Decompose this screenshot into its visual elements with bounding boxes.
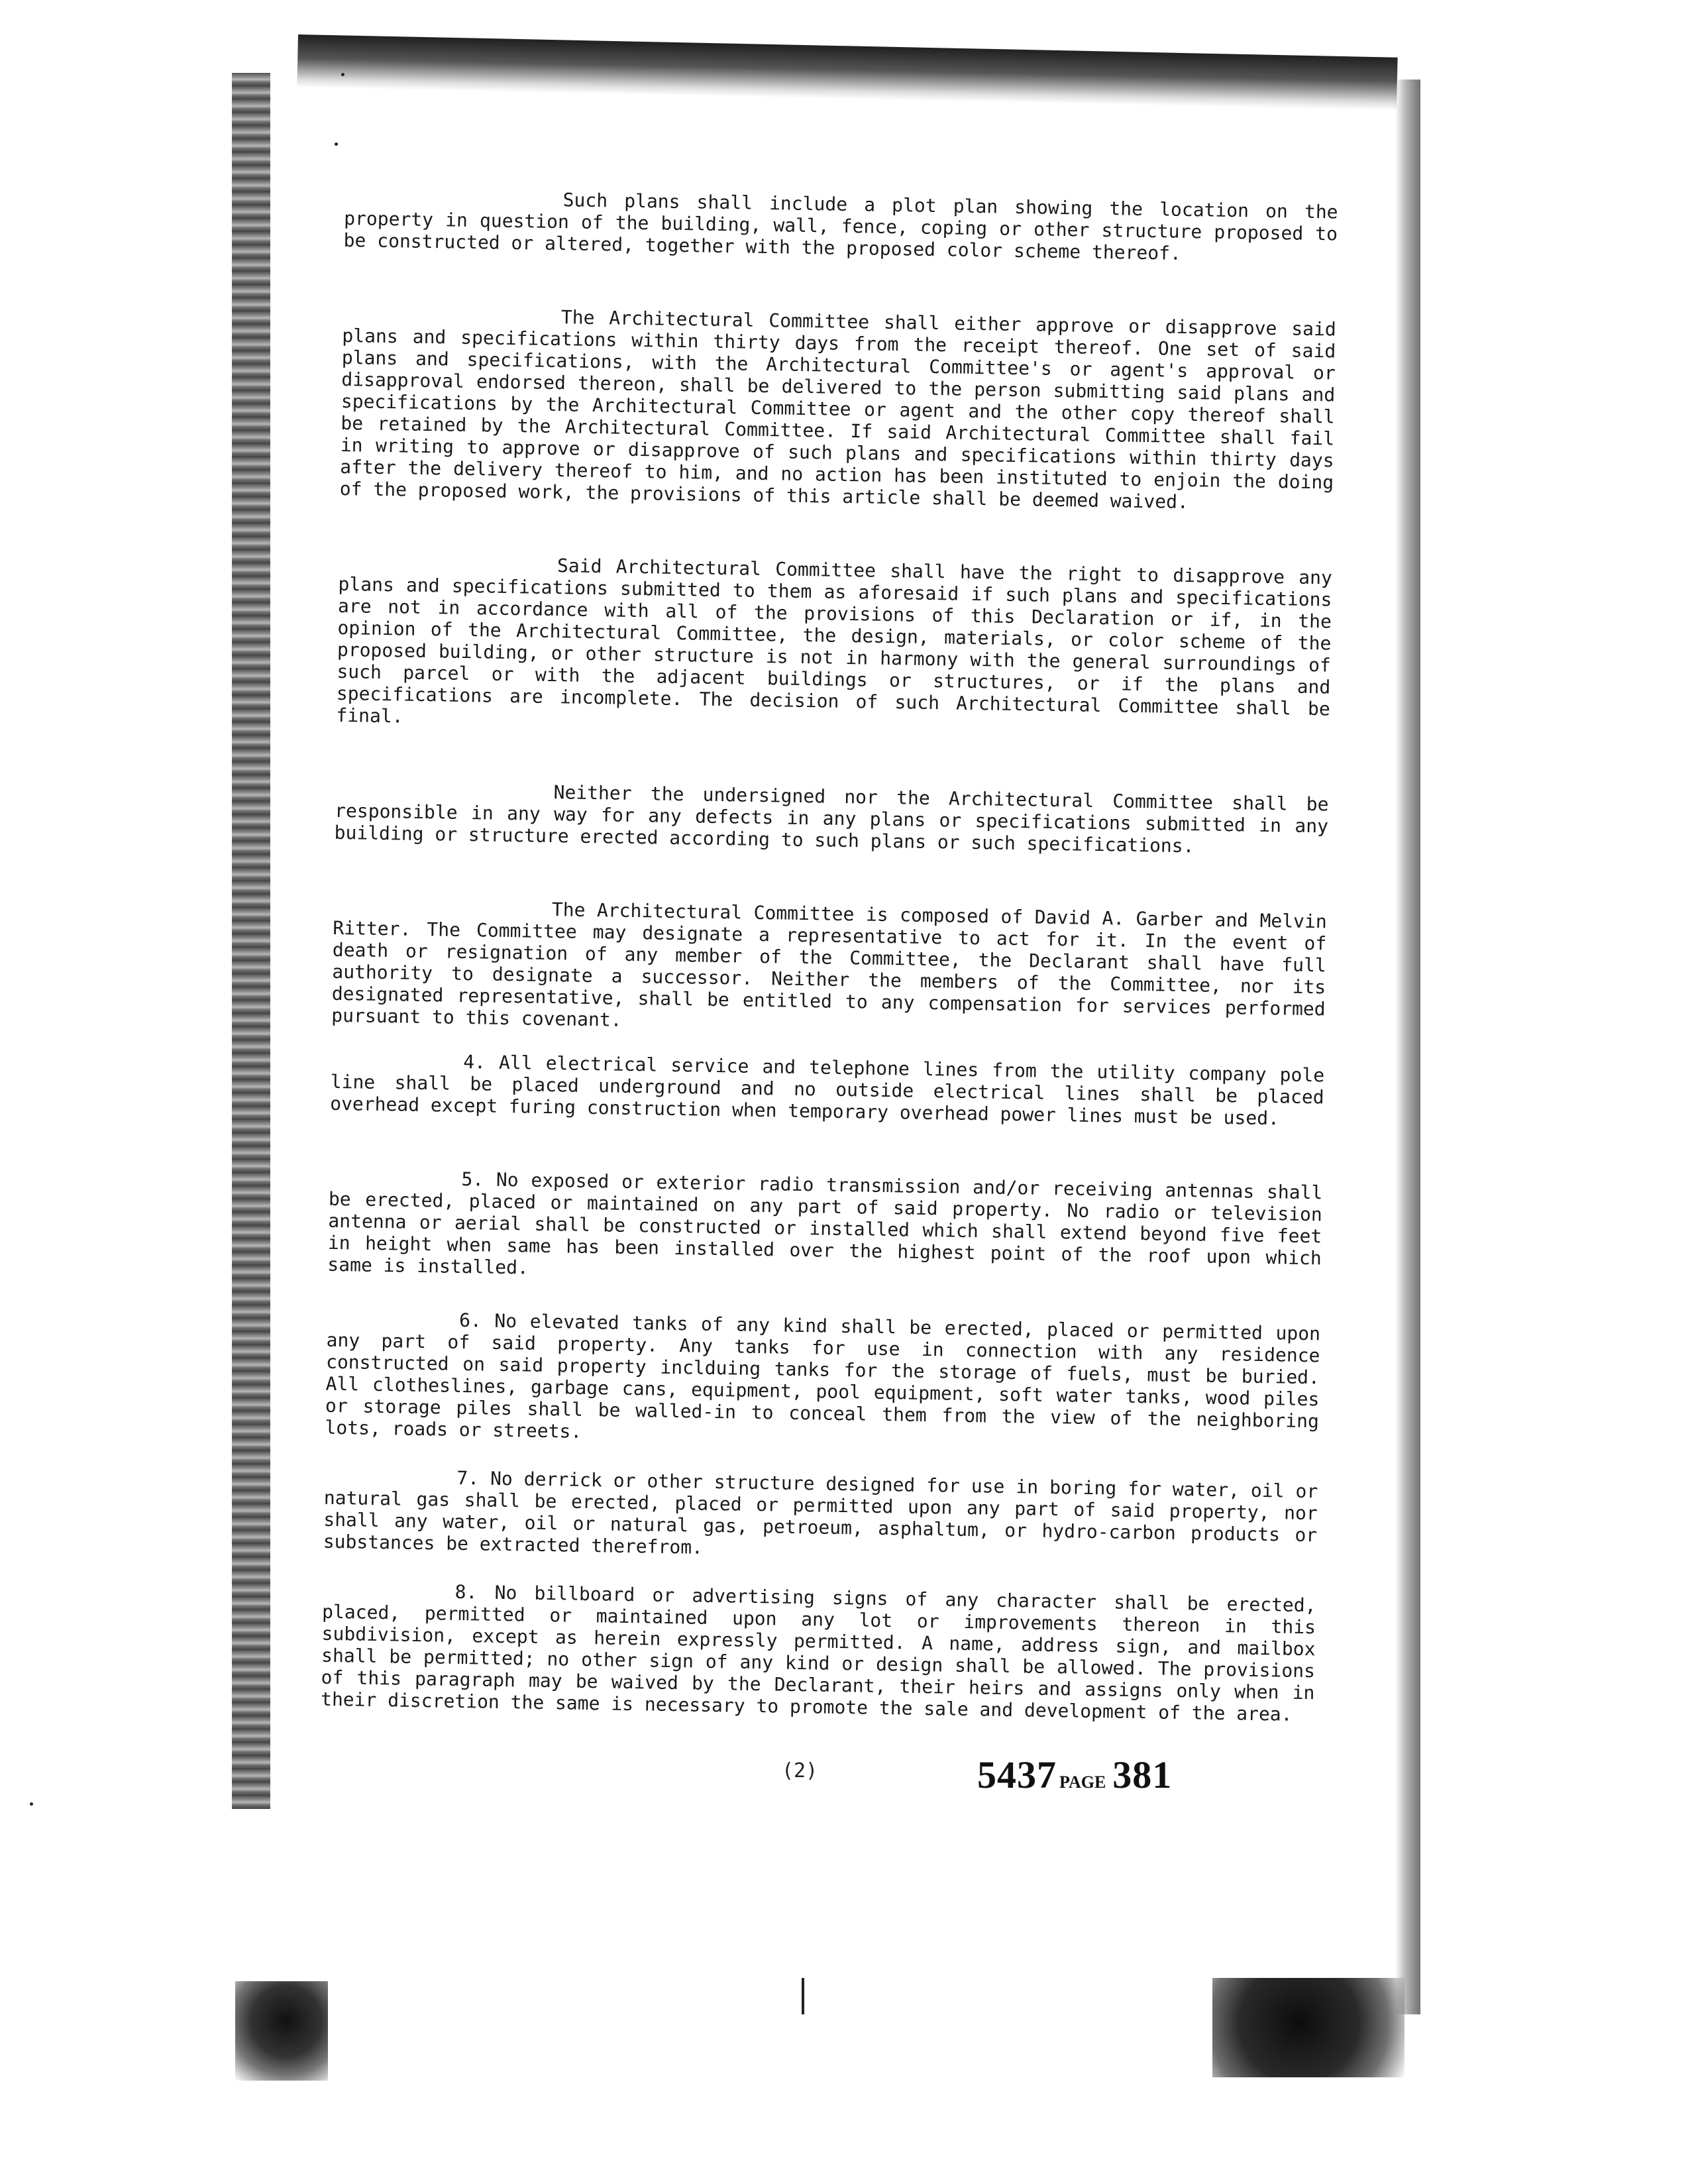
scan-speck [341, 73, 344, 76]
scan-smudge-bottom-left [235, 1981, 328, 2081]
scan-speck [30, 1802, 33, 1806]
paragraph-plot-plan: Such plans shall include a plot plan showing the location on the property in question of the building, wall, fence, coping or other structure proposed to be constructed or altered, together with the proposed color scheme thereof. [343, 189, 1338, 264]
section-7-derrick: 7. No derrick or other structure designed for use in boring for water, oil or natural gas shall be erected, placed or permitted upon any part of said property, nor shall any water, oil or natural gas, petroeum, asphaltum, or hydro-carbon products or substances be extracted therefrom. [323, 1466, 1318, 1558]
scan-mark [802, 1978, 804, 2014]
page-word: PAGE [1059, 1773, 1106, 1792]
book-page-stamp [977, 1753, 1172, 1797]
section-6-tanks: 6. No elevated tanks of any kind shall be erected, placed or permitted upon any part of said property. Any tanks for use in connection with any residence constructed on said property inclduing tanks for the storage of fuels, must be buried. All clotheslines, garbage cans, equipment, pool equipment, soft water tanks, wood piles or storage piles shall be walled-in to conceal them from the view of the neighboring lots, roads or streets. [325, 1309, 1321, 1443]
record-page: 381 [1112, 1753, 1173, 1796]
paragraph-committee-members: The Architectural Committee is composed of David A. Garber and Melvin Ritter. The Committee may designate a representative to act for it. In the event of death or resignation of any member of the Committee, the Declarant shall have full authority to designate a successor. Neither the members of the Committee, nor its designated representative, shall be entitled to any compensation for services performed pursuant to this covenant. [331, 899, 1327, 1031]
section-5-antennas: 5. No exposed or exterior radio transmission and/or receiving antennas shall be erected, placed or maintained on any part of said property. No radio or television antenna or aerial shall be constructed or installed which shall extend beyond five feet in height when same has been installed over the highest point of the roof upon which same is installed. [327, 1168, 1323, 1279]
paragraph-liability: Neither the undersigned nor the Architectural Committee shall be responsible in any way for any defects in any plans or specifications submitted in any building or structure erected according to such plans or such specifications. [334, 781, 1329, 857]
scan-smudge-bottom-right [1212, 1978, 1404, 2077]
scan-speck [335, 142, 338, 146]
section-4-electrical: 4. All electrical service and telephone lines from the utility company pole line shall be placed underground and no outside electrical lines shall be placed overhead except furing construction when temporary overhead power lines must be used. [329, 1050, 1325, 1130]
scan-edge-top [297, 34, 1397, 111]
paragraph-committee-approval: The Architectural Committee shall either approve or disapprove said plans and specifications within thirty days from the receipt thereof. One set of said plans and specifications, with the Architectural Committee's or agent's approval or disapproval endorsed thereon, shall be delivered to the person submitting said plans and specifications by the Architectural Committee or agent and the other copy thereof shall be retained by the Architectural Committee. If said Architectural Committee shall fail in writing to approve or disapprove of such plans and specifications within thirty days after the delivery thereof to him, and no action has been instituted to enjoin the doing of the proposed work, the provisions of this article shall be deemed waived. [339, 306, 1337, 514]
document-body [320, 186, 1338, 1777]
paragraph-right-to-disapprove: Said Architectural Committee shall have the right to disapprove any plans and specifications submitted to them as aforesaid if such plans and specifications are not in accordance with all of the provisions of this Declaration or if, in the opinion of the Architectural Committee, the design, materials, or color scheme of the proposed building, or other structure is not in harmony with the general surroundings of such parcel or with the adjacent buildings or structures, or if the plans and specifications are incomplete. The decision of such Architectural Committee shall be final. [336, 555, 1333, 728]
scan-edge-left [232, 73, 270, 1809]
book-number: 5437 [977, 1753, 1057, 1796]
scan-edge-right [1395, 80, 1420, 2014]
page-number: (2) [782, 1759, 818, 1782]
section-8-signs: 8. No billboard or advertising signs of any character shall be erected, placed, permitted or maintained upon any lot or improvements thereon in this subdivision, except as herein expressly permitted. A name, address sign, and mailbox shall be permitted; no other sign of any kind or design shall be allowed. The provisions of this paragraph may be waived by the Declarant, their heirs and assigns only when in their discretion the same is necessary to promote the sale and development of the area. [320, 1580, 1316, 1725]
